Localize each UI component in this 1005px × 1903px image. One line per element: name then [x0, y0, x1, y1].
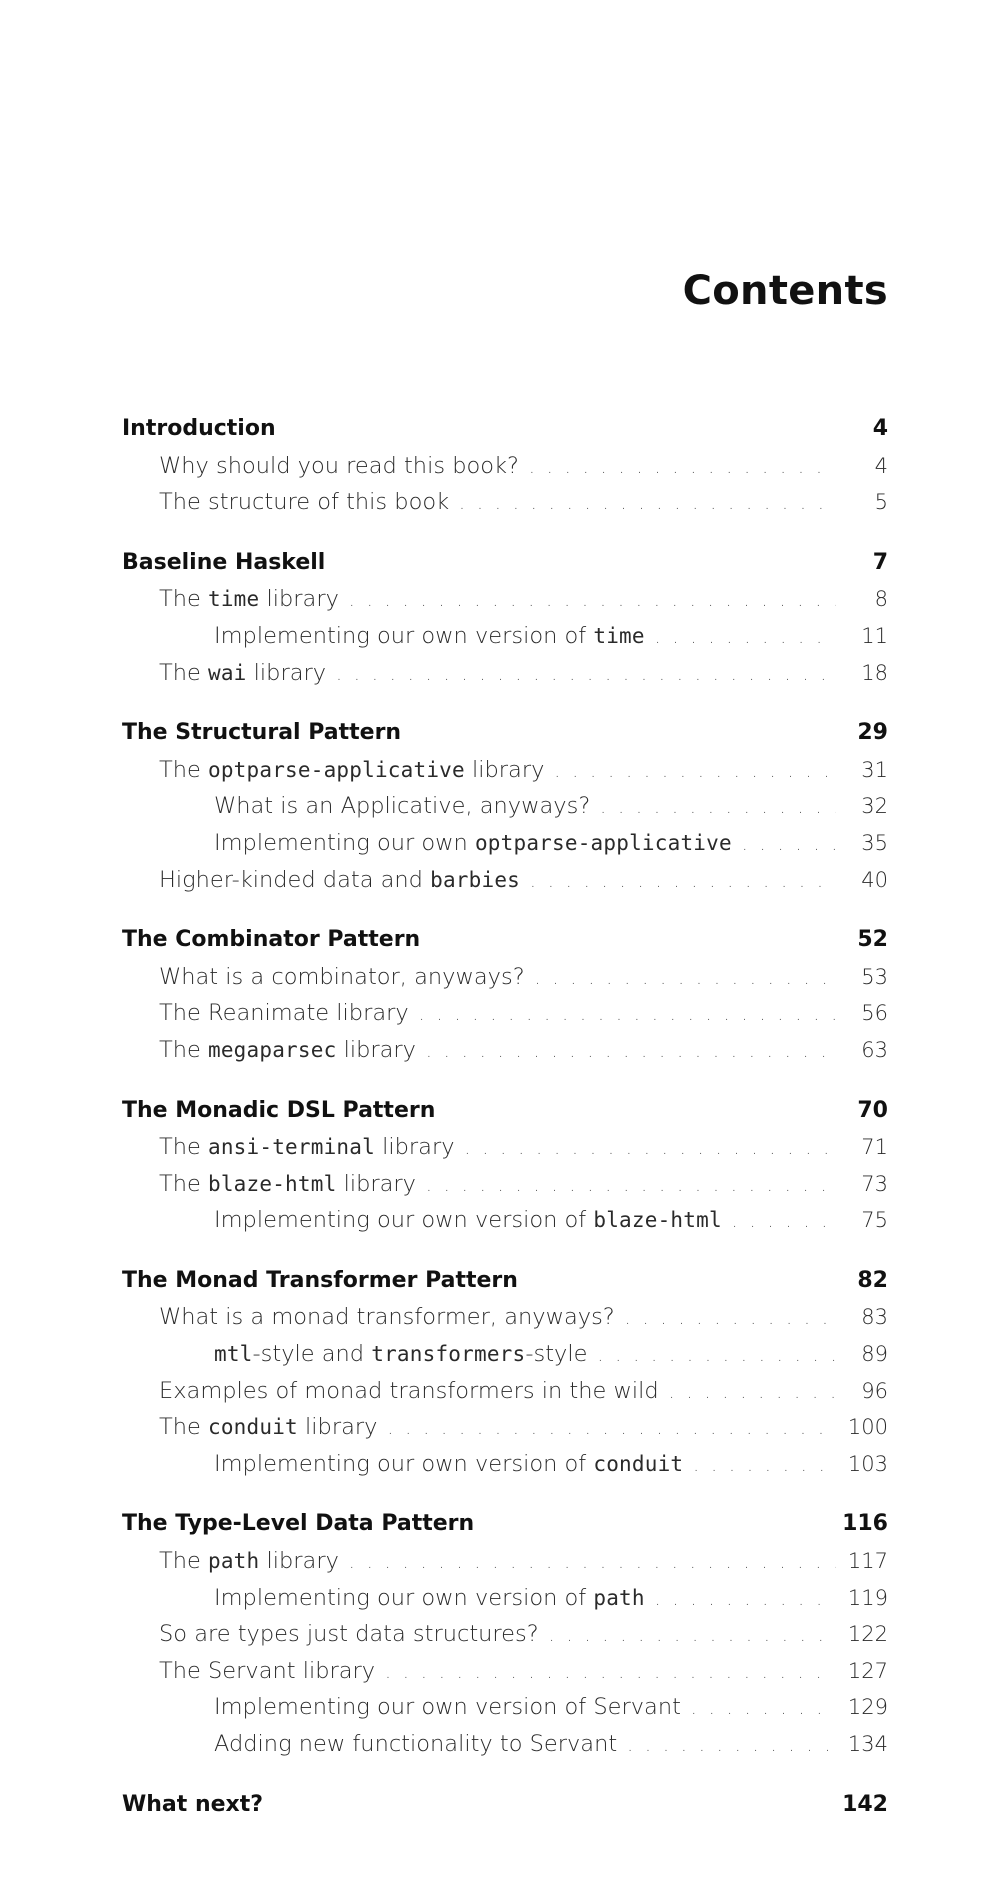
toc-section[interactable] [122, 1543, 888, 1580]
title-text: Why should you read this book? [159, 452, 519, 479]
title-text: The [159, 1414, 208, 1441]
toc-entry-title [122, 1506, 474, 1543]
page-number: 129 [847, 1695, 888, 1720]
dot-leader [655, 620, 836, 657]
dot-leader [742, 827, 836, 864]
page-number: 75 [861, 1208, 888, 1233]
toc-entry-title [159, 1616, 539, 1653]
dot-leader [732, 1204, 836, 1241]
dot-leader [349, 583, 836, 620]
dot-leader [426, 1168, 836, 1205]
toc-chapter[interactable] [122, 1263, 888, 1300]
dot-leader [554, 754, 836, 791]
page-title: Contents [682, 268, 888, 314]
title-text: The [159, 659, 208, 686]
toc-entry-title [122, 1093, 435, 1130]
dot-leader [597, 1338, 836, 1375]
title-text: library [336, 1036, 416, 1063]
toc-chapter[interactable] [122, 1093, 888, 1130]
dot-leader [549, 1618, 836, 1655]
toc-entry-title [159, 484, 449, 521]
dot-leader [693, 1448, 836, 1485]
toc-subsection[interactable] [122, 1446, 888, 1483]
table-of-contents [122, 411, 888, 1847]
page-number: 89 [861, 1342, 888, 1367]
title-text: The [159, 1134, 208, 1161]
page-number: 103 [847, 1451, 888, 1476]
title-text: The Combinator Pattern [122, 927, 421, 953]
toc-entry-title [159, 862, 520, 899]
toc-chapter[interactable] [122, 715, 888, 752]
code-identifier: mtl [214, 1342, 253, 1367]
title-text: library [336, 1170, 416, 1197]
toc-entry-title [214, 1726, 617, 1763]
title-text: The [159, 1170, 208, 1197]
title-text: Implementing our own version of [214, 1450, 594, 1477]
toc-chapter-block [122, 1093, 888, 1239]
toc-entry-title [159, 1653, 375, 1690]
dot-leader [349, 1545, 836, 1582]
toc-section[interactable] [122, 1129, 888, 1166]
toc-entry-title [159, 655, 326, 692]
page-number: 96 [861, 1378, 888, 1403]
toc-entry-title [159, 1373, 659, 1410]
toc-entry-title [122, 545, 325, 582]
page-number: 4 [874, 453, 888, 478]
dot-leader [419, 997, 836, 1034]
title-text: The Servant library [159, 1657, 376, 1684]
toc-chapter-block [122, 1787, 888, 1824]
toc-chapter-block [122, 1263, 888, 1483]
title-text: library [259, 586, 339, 613]
toc-entry-title [159, 1166, 416, 1203]
toc-entry-title [159, 1129, 455, 1166]
toc-chapter-block [122, 715, 888, 898]
title-text: The Monadic DSL Pattern [122, 1097, 436, 1123]
title-text: Higher-kinded data and [159, 866, 431, 893]
page-number: 127 [847, 1658, 888, 1683]
toc-entry-title [214, 1202, 722, 1239]
dot-leader [600, 790, 836, 827]
toc-entry-title [214, 1580, 645, 1617]
page-number: 142 [842, 1791, 888, 1817]
page-number: 53 [861, 964, 888, 989]
page-number: 134 [847, 1732, 888, 1756]
toc-entry-title [159, 581, 339, 618]
toc-section[interactable] [122, 1373, 888, 1410]
title-text: What is a combinator, anyways? [159, 963, 525, 990]
toc-entry-title [159, 1409, 377, 1446]
toc-subsection[interactable] [122, 618, 888, 655]
code-identifier: optparse-applicative [474, 830, 732, 855]
title-text: The Monad Transformer Pattern [122, 1267, 518, 1293]
page-number: 63 [861, 1037, 888, 1062]
toc-entry-title [159, 959, 525, 996]
title-text: Implementing our own version of [214, 622, 594, 649]
toc-chapter[interactable] [122, 411, 888, 448]
page-number: 117 [847, 1549, 888, 1574]
toc-entry-title [214, 1336, 587, 1373]
toc-entry-title [214, 788, 590, 825]
toc-subsection[interactable] [122, 1726, 888, 1763]
page-number: 35 [861, 830, 888, 855]
toc-entry-title [122, 1263, 518, 1300]
code-identifier: wai [208, 660, 247, 685]
title-text: So are types just data structures? [159, 1621, 539, 1648]
dot-leader [535, 961, 836, 998]
title-text: What next? [122, 1791, 264, 1817]
toc-section[interactable] [122, 484, 888, 521]
dot-leader [465, 1131, 836, 1168]
dot-leader [426, 1034, 836, 1071]
toc-entry-title [159, 752, 544, 789]
dot-leader [655, 1582, 836, 1619]
code-identifier: megaparsec [208, 1037, 337, 1062]
page-number: 40 [861, 867, 888, 892]
page-number: 32 [861, 794, 888, 819]
title-text: Examples of monad transformers in the wild [159, 1377, 659, 1404]
page-number: 52 [857, 927, 888, 953]
page-number: 29 [857, 720, 888, 746]
toc-section[interactable] [122, 581, 888, 618]
title-text: library [246, 659, 327, 686]
title-text: The structure of this book [159, 489, 450, 516]
toc-chapter-block [122, 545, 888, 691]
title-text: The [159, 756, 208, 783]
page-number: 8 [874, 587, 888, 612]
toc-section[interactable] [122, 448, 888, 485]
dot-leader [529, 450, 836, 487]
toc-chapter[interactable] [122, 545, 888, 582]
dot-leader [385, 1655, 836, 1692]
title-text: The [159, 1548, 208, 1575]
toc-chapter-block [122, 922, 888, 1068]
title-text: The Reanimate library [159, 1000, 409, 1027]
toc-section[interactable] [122, 862, 888, 899]
page-number: 100 [847, 1415, 888, 1440]
toc-section[interactable] [122, 1616, 888, 1653]
page-number: 7 [872, 549, 888, 575]
code-identifier: path [593, 1585, 645, 1610]
toc-entry-title [159, 448, 519, 485]
dot-leader [387, 1411, 836, 1448]
toc-entry-title [122, 1787, 263, 1824]
toc-entry-title [159, 1032, 416, 1069]
title-text: Implementing our own version of [214, 1584, 594, 1611]
title-text: Implementing our own version of [214, 1207, 594, 1234]
page-number: 56 [861, 1001, 888, 1026]
page-number: 119 [847, 1585, 888, 1610]
title-text: The [159, 586, 208, 613]
toc-section[interactable] [122, 752, 888, 789]
page-number: 4 [872, 416, 888, 441]
toc-section[interactable] [122, 1409, 888, 1446]
title-text: What is an Applicative, anyways? [214, 793, 591, 820]
toc-entry-title [122, 922, 420, 959]
toc-chapter[interactable] [122, 1787, 888, 1824]
toc-section[interactable] [122, 655, 888, 692]
code-identifier: ansi-terminal [208, 1135, 375, 1160]
dot-leader [530, 864, 836, 901]
title-text: library [464, 756, 545, 783]
toc-chapter[interactable] [122, 922, 888, 959]
page-number: 122 [847, 1622, 888, 1647]
code-identifier: barbies [430, 867, 521, 892]
toc-section[interactable] [122, 1032, 888, 1069]
toc-entry-title [214, 1689, 681, 1726]
page-number: 70 [857, 1097, 888, 1123]
toc-section[interactable] [122, 995, 888, 1032]
title-text: Implementing our own [214, 829, 475, 856]
toc-entry-title [159, 1543, 339, 1580]
title-text: library [259, 1548, 339, 1575]
toc-entry-title [122, 715, 401, 752]
page-number: 83 [861, 1305, 888, 1330]
code-identifier: blaze-html [208, 1171, 337, 1196]
dot-leader [459, 486, 836, 523]
title-text: -style [525, 1341, 588, 1368]
dot-leader [627, 1728, 836, 1765]
page-number: 31 [861, 757, 888, 782]
title-text: Implementing our own version of Servant [214, 1694, 681, 1721]
toc-entry-title [214, 825, 732, 862]
toc-subsection[interactable] [122, 1336, 888, 1373]
title-text: The Type-Level Data Pattern [122, 1511, 475, 1537]
toc-subsection[interactable] [122, 1202, 888, 1239]
title-text: Introduction [122, 416, 276, 441]
toc-subsection[interactable] [122, 825, 888, 862]
page-number: 18 [861, 660, 888, 685]
dot-leader [336, 657, 836, 694]
toc-subsection[interactable] [122, 1580, 888, 1617]
code-identifier: conduit [593, 1451, 684, 1476]
title-text: library [297, 1414, 378, 1441]
page-number: 5 [874, 490, 888, 515]
code-identifier: transformers [371, 1342, 526, 1367]
code-identifier: conduit [208, 1415, 298, 1440]
title-text: The [159, 1036, 208, 1063]
toc-subsection[interactable] [122, 788, 888, 825]
toc-section[interactable] [122, 1299, 888, 1336]
title-text: library [374, 1134, 455, 1161]
title-text: What is a monad transformer, anyways? [159, 1304, 615, 1331]
toc-chapter-block [122, 1506, 888, 1762]
toc-chapter[interactable] [122, 1506, 888, 1543]
title-text: -style and [252, 1341, 372, 1368]
toc-entry-title [214, 1446, 683, 1483]
toc-entry-title [159, 1299, 615, 1336]
title-text: Adding new functionality to Servant [214, 1731, 618, 1757]
dot-leader [669, 1375, 836, 1412]
page-number: 73 [861, 1171, 888, 1196]
toc-subsection[interactable] [122, 1689, 888, 1726]
page-number: 11 [861, 623, 888, 648]
toc-entry-title [214, 618, 645, 655]
dot-leader [691, 1691, 836, 1728]
title-text: The Structural Pattern [122, 720, 402, 746]
code-identifier: time [593, 623, 645, 648]
dot-leader [625, 1301, 836, 1338]
toc-section[interactable] [122, 959, 888, 996]
page-number: 82 [857, 1267, 888, 1293]
toc-chapter-block [122, 411, 888, 521]
code-identifier: time [208, 587, 260, 612]
toc-section[interactable] [122, 1166, 888, 1203]
page-number: 116 [842, 1511, 888, 1537]
toc-entry-title [159, 995, 409, 1032]
code-identifier: optparse-applicative [208, 757, 465, 782]
page-number: 71 [861, 1135, 888, 1160]
toc-section[interactable] [122, 1653, 888, 1690]
toc-entry-title [122, 411, 276, 448]
code-identifier: path [208, 1549, 260, 1574]
code-identifier: blaze-html [593, 1208, 722, 1233]
title-text: Baseline Haskell [122, 549, 326, 575]
